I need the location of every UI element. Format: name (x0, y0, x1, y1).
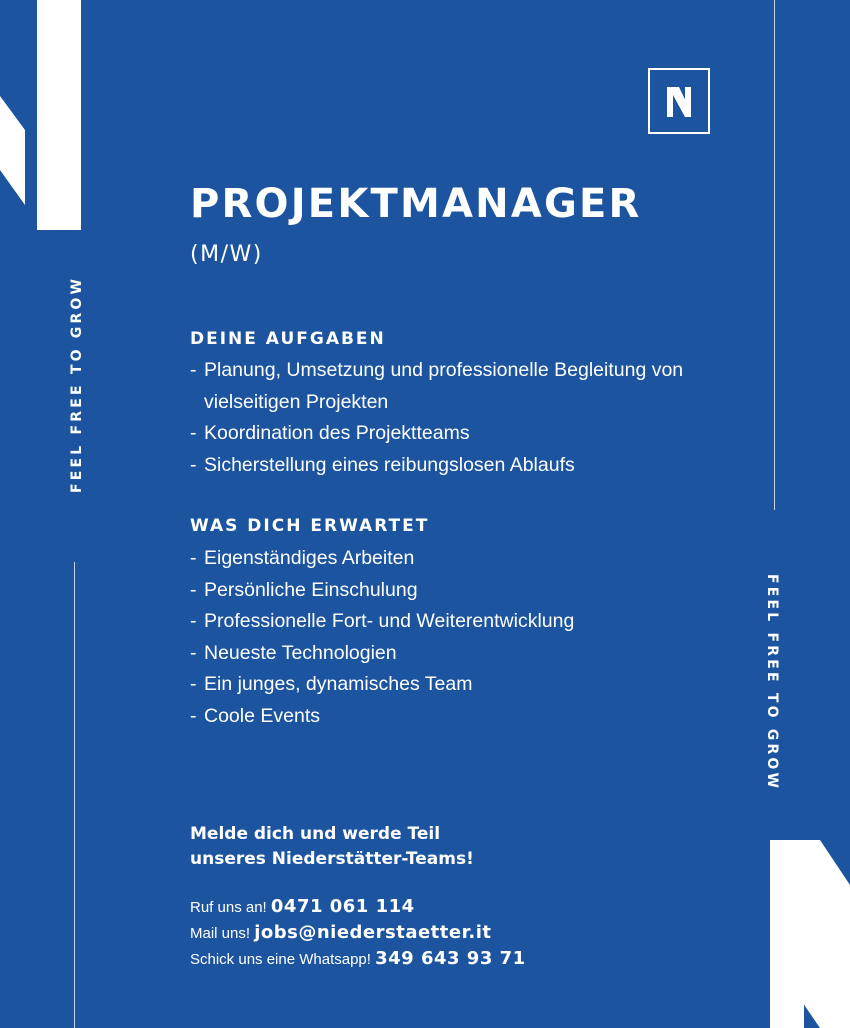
bottom-right-stripe-icon (760, 830, 850, 1028)
mail-label: Mail uns! (190, 925, 251, 942)
offer-list (190, 543, 750, 732)
list-item: - Ein junges, dynamisches Team (190, 673, 473, 695)
list-item: - Koordination des Projektteams (190, 422, 470, 444)
company-logo (648, 68, 710, 134)
phone-number-link[interactable]: 0471 061 114 (270, 896, 415, 917)
tasks-list (190, 355, 750, 481)
job-title: PROJEKTMANAGER (190, 181, 642, 227)
whatsapp-number-link[interactable]: 349 643 93 71 (375, 948, 526, 969)
left-vertical-tagline: FEEL FREE TO GROW (69, 275, 85, 493)
list-item: - Neueste Technologien (190, 641, 397, 664)
list-item: - Sicherstellung eines reibungslosen Ablaufs (190, 453, 575, 476)
cta-line-1: Melde dich und werde Teil (190, 824, 441, 844)
right-vertical-tagline: FEEL FREE TO GROW (764, 574, 780, 792)
contact-block (190, 894, 526, 972)
job-subtitle: (M/W) (190, 242, 263, 267)
mail-row (190, 920, 526, 946)
cta-line-2: unseres Niederstätter-Teams! (190, 849, 474, 869)
list-item: - Professionelle Fort- und Weiterentwicklung (190, 610, 575, 632)
left-divider-line (74, 562, 75, 1028)
tasks-heading: DEINE AUFGABEN (190, 329, 386, 349)
offer-heading: WAS DICH ERWARTET (190, 516, 430, 536)
right-divider-line (774, 0, 775, 510)
top-left-stripe-icon (0, 0, 90, 240)
whatsapp-label: Schick uns eine Whatsapp! (190, 951, 371, 968)
list-item: - Planung, Umsetzung und professionelle Begleitung von vielseitigen Projekten (190, 359, 684, 413)
email-link[interactable]: jobs@niederstaetter.it (254, 922, 492, 943)
list-item: - Eigenständiges Arbeiten (190, 547, 415, 569)
call-to-action (190, 822, 474, 872)
phone-label: Ruf uns an! (190, 899, 267, 916)
list-item: - Coole Events (190, 704, 320, 727)
n-monogram-icon (650, 70, 708, 132)
whatsapp-row (190, 946, 526, 972)
list-item: - Persönliche Einschulung (190, 578, 418, 601)
phone-row (190, 894, 526, 920)
